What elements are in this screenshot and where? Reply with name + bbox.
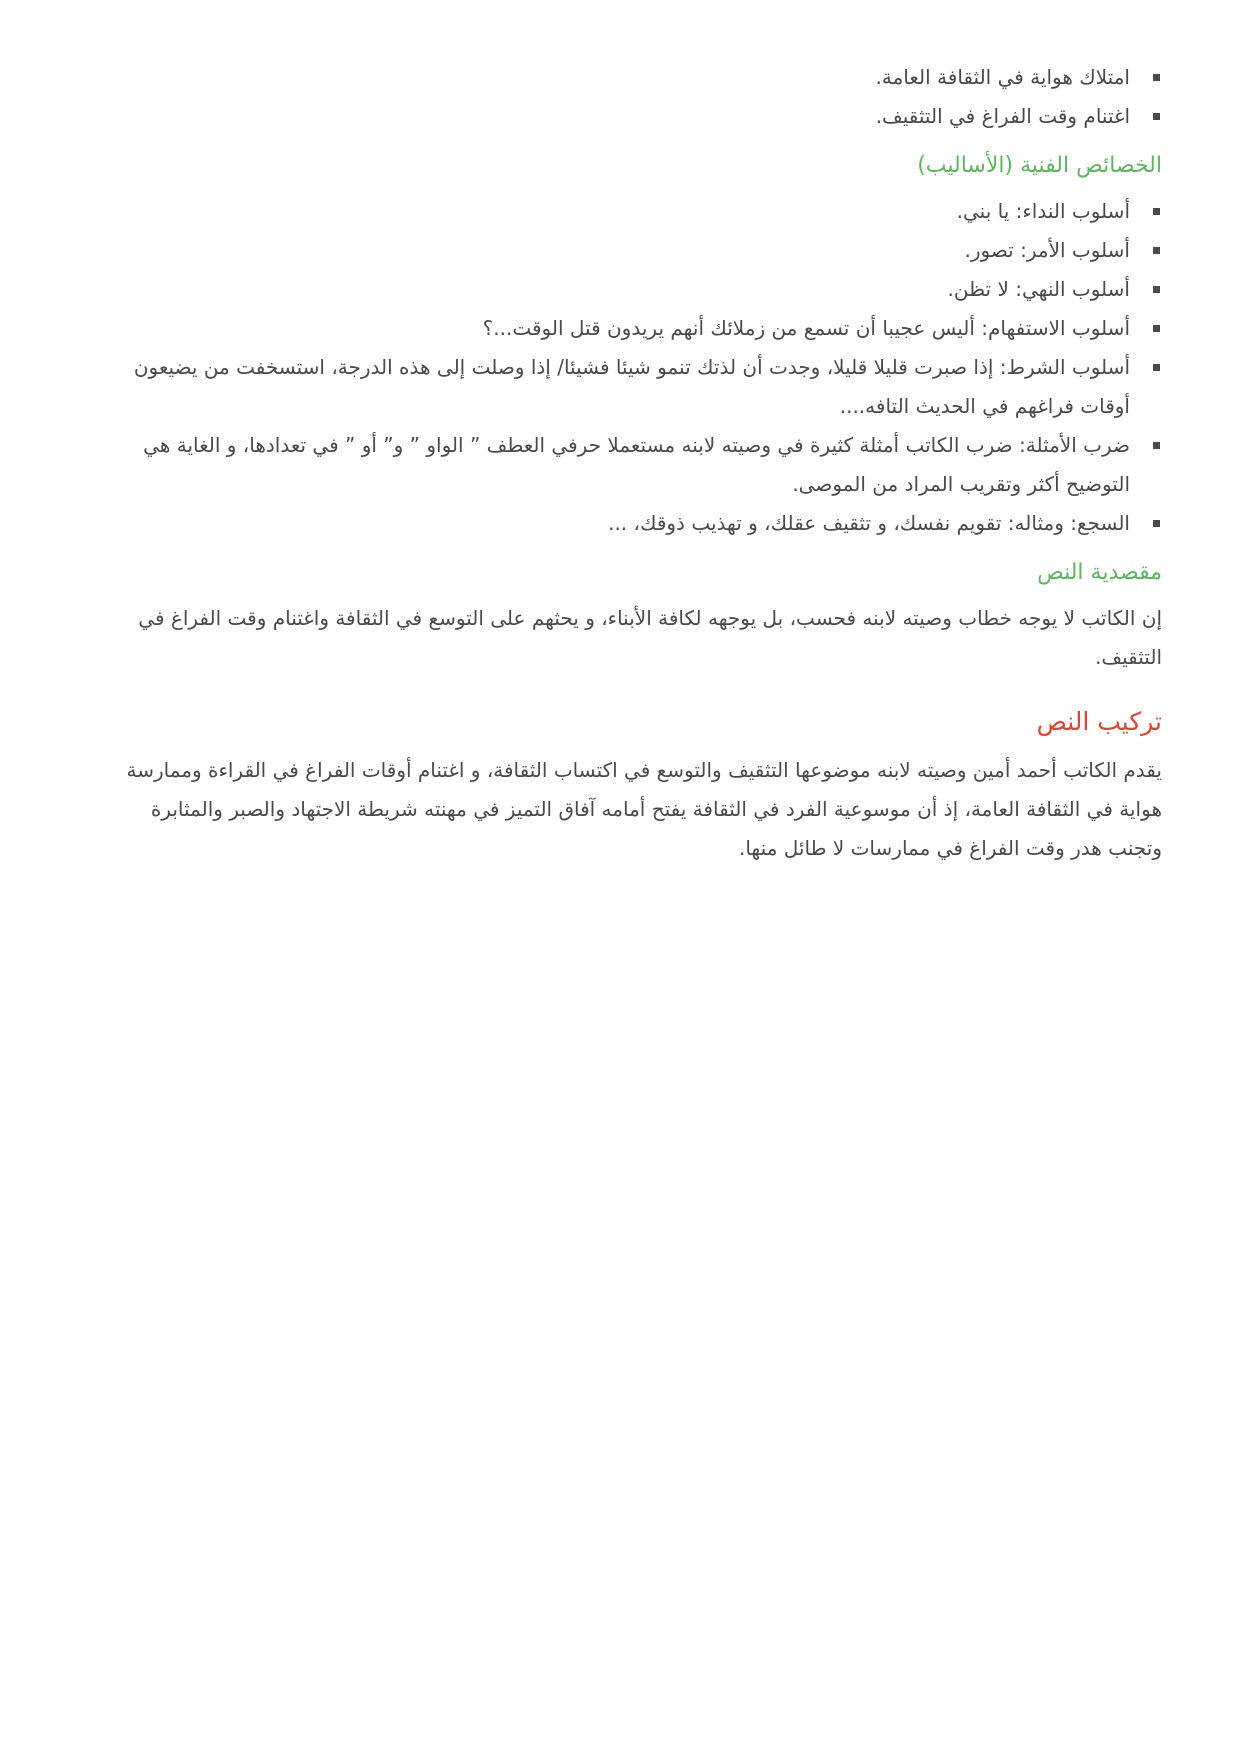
square-bullet-icon [1153, 364, 1160, 371]
square-bullet-icon [1153, 442, 1160, 449]
list-item [104, 97, 1162, 136]
styles-heading: الخصائص الفنية (الأساليب) [917, 153, 1162, 178]
intent-heading: مقصدية النص [1037, 560, 1162, 585]
list-item [104, 504, 1162, 543]
intent-paragraph: إن الكاتب لا يوجه خطاب وصيته لابنه فحسب، بل يوجهه لكافة الأبناء، و يحثهم على التوسع في الثقافة واغتنام وقت الفراغ في التثقيف. [138, 606, 1162, 669]
square-bullet-icon [1153, 286, 1160, 293]
list-item-text: أسلوب النداء: يا بني. [956, 199, 1130, 223]
list-item-text: السجع: ومثاله: تقويم نفسك، و تثقيف عقلك، و تهذيب ذوقك، ... [608, 511, 1130, 535]
list-item-text: أسلوب النهي: لا تظن. [947, 277, 1130, 301]
document-page [104, 58, 1162, 868]
styles-bullet-list [104, 192, 1162, 543]
list-item [104, 270, 1162, 309]
square-bullet-icon [1153, 520, 1160, 527]
list-item [104, 426, 1162, 504]
list-item-text: امتلاك هواية في الثقافة العامة. [875, 65, 1130, 89]
square-bullet-icon [1153, 208, 1160, 215]
list-item [104, 231, 1162, 270]
list-item [104, 192, 1162, 231]
list-item-text: أسلوب الاستفهام: أليس عجيبا أن تسمع من زملائك أنهم يريدون قتل الوقت...؟ [482, 316, 1130, 340]
square-bullet-icon [1153, 74, 1160, 81]
list-item-text: اغتنام وقت الفراغ في التثقيف. [875, 104, 1130, 128]
list-item [104, 309, 1162, 348]
list-item-text: ضرب الأمثلة: ضرب الكاتب أمثلة كثيرة في وصيته لابنه مستعملا حرفي العطف ” الواو ” و” أو ” في تعدادها، و الغاية هي التوضيح أكثر وتقريب المراد من الموصى. [143, 433, 1130, 496]
square-bullet-icon [1153, 247, 1160, 254]
list-item-text: أسلوب الشرط: إذا صبرت قليلا قليلا، وجدت أن لذتك تنمو شيئا فشيئا/ إذا وصلت إلى هذه الدرجة، استسخفت من يضيعون أوقات فراغهم في الحديث التافه.... [133, 355, 1130, 418]
square-bullet-icon [1153, 325, 1160, 332]
synthesis-heading: تركيب النص [1036, 707, 1162, 736]
top-bullet-list [104, 58, 1162, 136]
list-item [104, 348, 1162, 426]
square-bullet-icon [1153, 113, 1160, 120]
list-item-text: أسلوب الأمر: تصور. [964, 238, 1130, 262]
synthesis-paragraph: يقدم الكاتب أحمد أمين وصيته لابنه موضوعها التثقيف والتوسع في اكتساب الثقافة، و اغتنام أوقات الفراغ في القراءة وممارسة هواية في الثقافة العامة، إذ أن موسوعية الفرد في الثقافة يفتح أمامه آفاق التميز في مهنته شريطة الاجتهاد والصبر والمثابرة وتجنب هدر وقت الفراغ في ممارسات لا طائل منها. [126, 758, 1162, 860]
list-item [104, 58, 1162, 97]
